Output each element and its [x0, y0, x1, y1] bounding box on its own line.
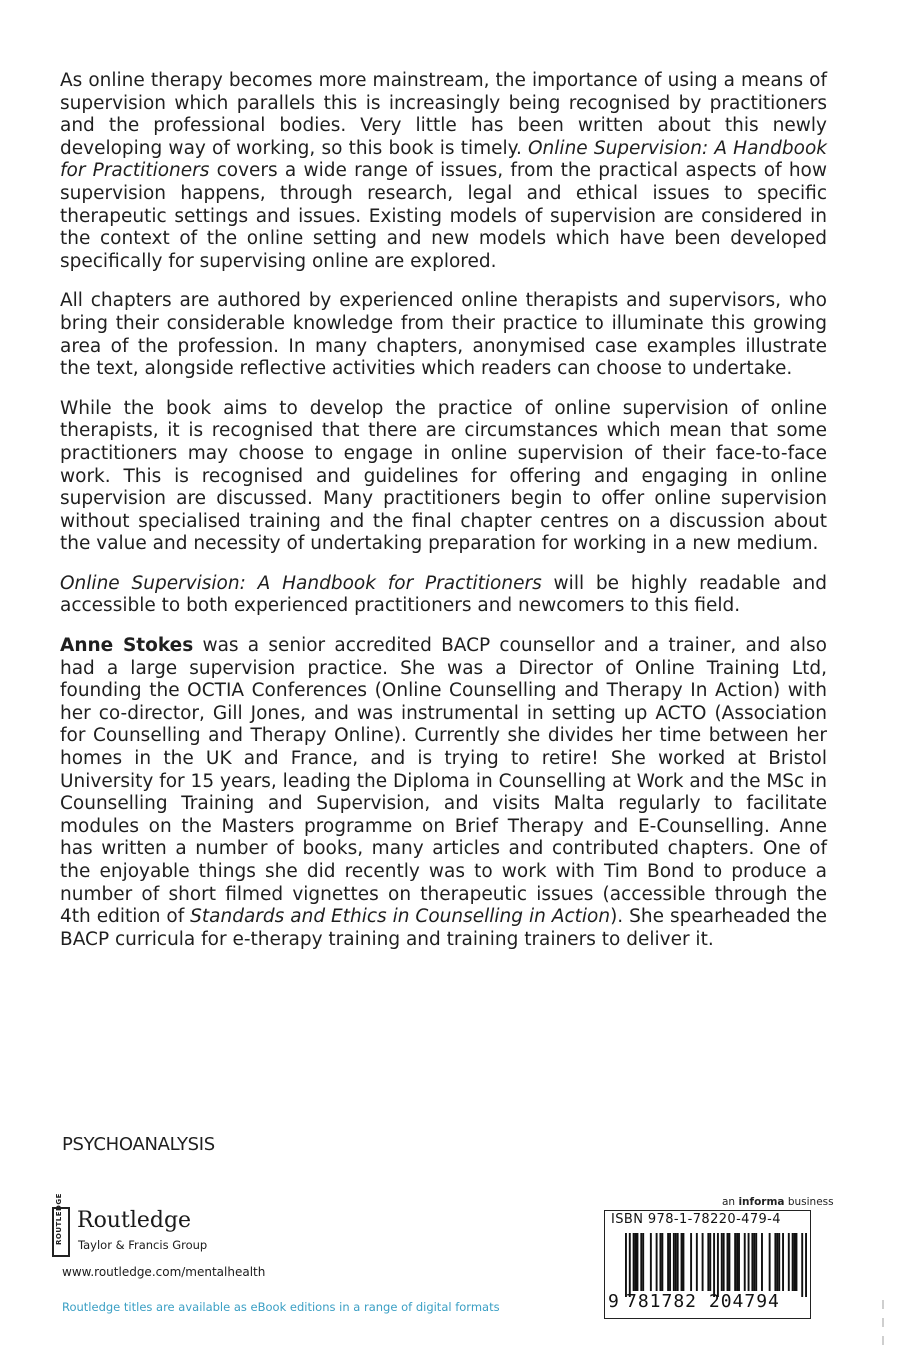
text-segment: Anne Stokes	[60, 635, 194, 657]
barcode-bar	[796, 1233, 798, 1291]
publisher-name: Routledge	[77, 1208, 192, 1233]
barcode-bar	[755, 1233, 757, 1291]
barcode-bar	[650, 1233, 652, 1291]
barcode-bar	[673, 1233, 675, 1291]
publisher-group: Taylor & Francis Group	[78, 1238, 208, 1252]
barcode-bar	[656, 1233, 658, 1291]
barcode-bar	[713, 1233, 715, 1297]
barcode-bar	[625, 1233, 627, 1297]
description-paragraph-2	[60, 290, 827, 380]
barcode-bar	[702, 1233, 704, 1291]
barcode-bar	[709, 1233, 711, 1291]
barcode-bar	[640, 1233, 642, 1291]
barcode-bar	[667, 1233, 669, 1291]
barcode-bar	[696, 1233, 698, 1291]
author-bio	[60, 635, 827, 951]
description-paragraph-1	[60, 70, 827, 273]
barcode-bar	[776, 1233, 778, 1291]
barcode-bar	[636, 1233, 638, 1291]
subject-category: PSYCHOANALYSIS	[62, 1134, 215, 1155]
ebook-note: Routledge titles are available as eBook editions in a range of digital formats	[62, 1300, 500, 1314]
barcode-bar	[675, 1233, 677, 1291]
text-segment: While the book aims to develop the practice of online supervision of online therapists, it is recognised that there are circumstances which mean that some practitioners may choose to engage in online supervision of their face-to-face work. This is recognised and guidelines for offering and engaging in online supervision are discussed. Many practitioners begin to offer online supervision without specialised training and the final chapter centres on a discussion about the value and necessity of undertaking preparation for working in a new medium.	[60, 397, 827, 555]
barcode-bar	[753, 1233, 755, 1291]
barcode-bar	[633, 1233, 635, 1291]
barcode-bar	[681, 1233, 683, 1291]
barcode-bar	[690, 1233, 692, 1291]
informa-tagline: an informa business	[722, 1196, 834, 1208]
back-cover-text	[60, 70, 827, 968]
barcode-bar	[748, 1233, 750, 1291]
barcode-bar	[659, 1233, 661, 1291]
barcode-bar	[761, 1233, 763, 1291]
barcode-bar	[751, 1233, 753, 1291]
barcode-bar	[805, 1233, 807, 1297]
barcode-bar	[669, 1233, 671, 1291]
barcode-bar	[635, 1233, 637, 1291]
barcode-bar	[661, 1233, 663, 1291]
text-segment: covers a wide range of issues, from the practical aspects of how supervision happens, through research, legal and ethical issues to specific therapeutic settings and issues. Existing models of supervision are considered in the context of the online setting and new models which have been developed specifically for supervising online are explored.	[60, 160, 827, 272]
barcode-bar	[642, 1233, 644, 1291]
barcode-bar	[707, 1233, 709, 1291]
text-segment: Standards and Ethics in Counselling in Action	[190, 906, 611, 928]
publisher-url: www.routledge.com/mentalhealth	[62, 1265, 266, 1279]
barcode-bar	[677, 1233, 679, 1291]
description-paragraph-3	[60, 398, 827, 556]
text-segment: will be highly readable and accessible to both experienced practitioners and newcomers to this field.	[60, 572, 827, 617]
barcode-bar	[778, 1233, 780, 1291]
isbn-barcode-box	[604, 1210, 811, 1319]
text-segment: was a senior accredited BACP counsellor and a trainer, and also had a large supervision practice. She was a Director of Online Training Ltd, founding the OCTIA Conferences (Online Counselling and Therapy In Action) with her co-director, Gill Jones, and was instrumental in setting up ACTO (Association for Counselling and Therapy Online). Currently she divides her time between her homes in the UK and France, and is trying to retire! She worked at Bristol University for 15 years, leading the Diploma in Counselling at Work and the MSc in Counselling Training and Supervision, and visits Malta regularly to facilitate modules on the Masters programme on Brief Therapy and E-Counselling. Anne has written a number of books, many articles and contributed chapters. One of the enjoyable things she did recently was to work with Tim Bond to produce a number of short filmed vignettes on therapeutic issues (accessible through the 4th edition of	[60, 635, 827, 928]
barcode	[625, 1233, 807, 1297]
text-segment: All chapters are authored by experienced online therapists and supervisors, who bring their considerable knowledge from their practice to illuminate this growing area of the profession. In many chapters, anonymised case examples illustrate the text, alongside reflective activities which readers can choose to undertake.	[60, 290, 827, 380]
barcode-bar	[774, 1233, 776, 1291]
barcode-bar	[744, 1233, 746, 1291]
barcode-bar	[769, 1233, 771, 1291]
barcode-bar	[801, 1233, 803, 1297]
barcode-bar	[728, 1233, 730, 1291]
barcode-bar	[782, 1233, 784, 1291]
barcode-bar	[738, 1233, 740, 1291]
routledge-mark-icon: ROUTLEDGE	[52, 1207, 70, 1257]
routledge-logo	[52, 1193, 292, 1257]
barcode-digits: 9 781782 204794	[608, 1291, 780, 1312]
barcode-bar	[629, 1233, 631, 1297]
isbn-label: ISBN 978-1-78220-479-4	[611, 1212, 781, 1227]
barcode-bar	[727, 1233, 729, 1291]
barcode-bar	[794, 1233, 796, 1291]
description-paragraph-4	[60, 573, 827, 618]
barcode-bar	[734, 1233, 736, 1291]
barcode-bar	[792, 1233, 794, 1291]
barcode-bar	[723, 1233, 725, 1291]
barcode-bar	[721, 1233, 723, 1291]
edge-marks	[882, 1300, 884, 1354]
text-segment: As online therapy becomes more mainstream, the importance of using a means of supervision which parallels this is increasingly being recognised by practitioners and the professional bodies. Very little has been written about this newly developing way of working, so this book is timely.	[60, 70, 827, 159]
text-segment: Online Supervision: A Handbook for Practitioners	[60, 137, 827, 182]
barcode-bar	[682, 1233, 684, 1291]
text-segment: ). She spearheaded the BACP curricula for e-therapy training and training trainers to deliver it.	[60, 906, 827, 950]
barcode-bar	[736, 1233, 738, 1291]
text-segment: Online Supervision: A Handbook for Practitioners	[60, 572, 542, 594]
barcode-bar	[717, 1233, 719, 1297]
barcode-bar	[788, 1233, 790, 1291]
